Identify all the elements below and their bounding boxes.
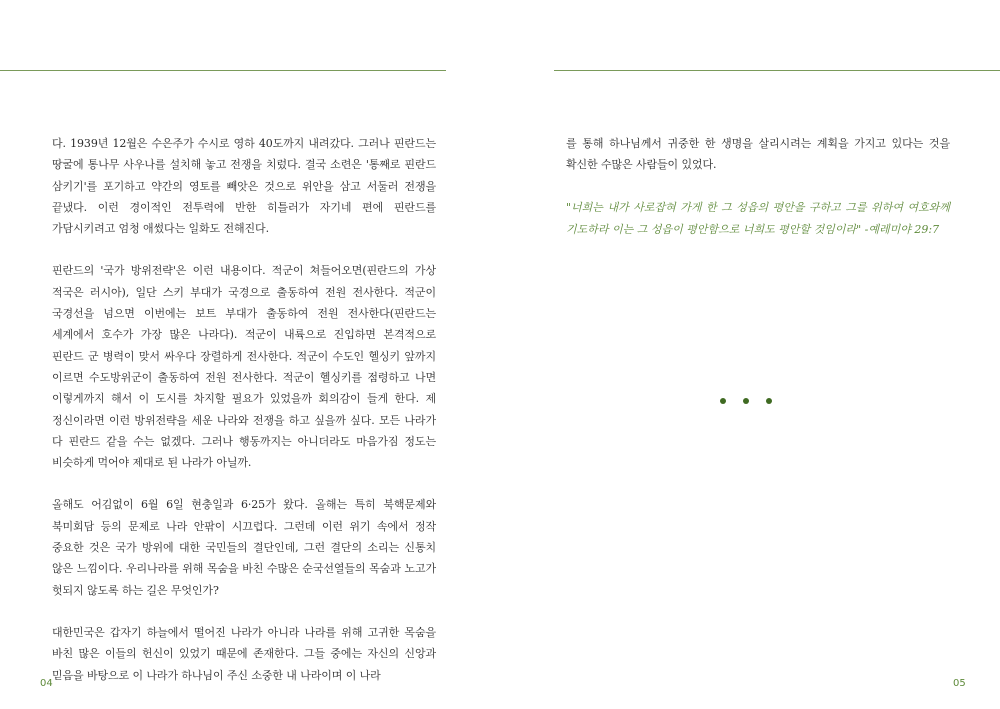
dot-icon: [720, 398, 726, 404]
dot-icon: [766, 398, 772, 404]
scripture-quote: "너희는 내가 사로잡혀 가게 한 그 성읍의 평안을 구하고 그를 위하여 여호와께 기도하라 이는 그 성읍이 평안함으로 너희도 평안할 것임이라" -예레미야 29:7: [566, 200, 950, 236]
dot-icon: [743, 398, 749, 404]
section-divider-dots: [720, 398, 772, 404]
right-page-body: [566, 133, 950, 241]
top-rule-left: [0, 70, 446, 71]
body-paragraph: 올해도 어김없이 6월 6일 현충일과 6·25가 왔다. 올해는 특히 북핵문제와 북미회담 등의 문제로 나라 안팎이 시끄럽다. 그런데 이런 위기 속에서 정작 중요한 것은 국가 방위에 대한 국민들의 결단인데, 그런 결단의 소리는 신통치 않은 느낌이다. 우리나라를 위해 목숨을 바친 수많은 순국선열들의 목숨과 노고가 헛되지 않도록 하는 길은 무엇인가?: [52, 498, 436, 597]
body-paragraph: 대한민국은 갑자기 하늘에서 떨어진 나라가 아니라 나라를 위해 고귀한 목숨을 바친 많은 이들의 헌신이 있었기 때문에 존재한다. 그들 중에는 자신의 신앙과 믿음을 바탕으로 이 나라가 하나님이 주신 소중한 내 나라이며 이 나라: [52, 625, 436, 682]
body-paragraph: 다. 1939년 12월은 수은주가 수시로 영하 40도까지 내려갔다. 그러나 핀란드는 땅굴에 통나무 사우나를 설치해 놓고 전쟁을 치렀다. 결국 소련은 '통째로 핀란드 삼키기'를 포기하고 약간의 영토를 빼앗은 것으로 위안을 삼고 서둘러 전쟁을 끝냈다. 이런 경이적인 전투력에 반한 히틀러가 자기네 편에 핀란드를 가담시키려고 엄청 애썼다는 일화도 전해진다.: [52, 137, 437, 236]
body-paragraph: 를 통해 하나님께서 귀중한 한 생명을 살리시려는 계획을 가지고 있다는 것을 확신한 수많은 사람들이 있었다.: [566, 137, 950, 172]
page-number-right: 05: [953, 678, 966, 689]
page-number-left: 04: [40, 678, 53, 689]
top-rule-right: [554, 70, 1000, 71]
body-paragraph: 핀란드의 '국가 방위전략'은 이런 내용이다. 적군이 쳐들어오면(핀란드의 가상 적국은 러시아), 일단 스키 부대가 국경으로 출동하여 전원 전사한다. 적군이 국경선을 넘으면 이번에는 보트 부대가 출동하여 전원 전사한다(핀란드는 세계에서 호수가 가장 많은 나라다). 적군이 내륙으로 진입하면 본격적으로 핀란드 군 병력이 맞서 싸우다 장렬하게 전사한다. 적군이 수도인 헬싱키 앞까지 이르면 수도방위군이 출동하여 전원 전사한다. 적군이 헬싱키를 점령하고 나면 이렇게까지 해서 이 도시를 차지할 필요가 있었을까 회의감이 들게 한다. 제 정신이라면 이런 방위전략을 세운 나라와 전쟁을 하고 싶을까 싶다. 모든 나라가 다 핀란드 같을 수는 없겠다. 그러나 행동까지는 아니더라도 마음가짐 정도는 비슷하게 먹어야 제대로 된 나라가 아닐까.: [52, 264, 436, 470]
left-page-body: [52, 133, 436, 707]
